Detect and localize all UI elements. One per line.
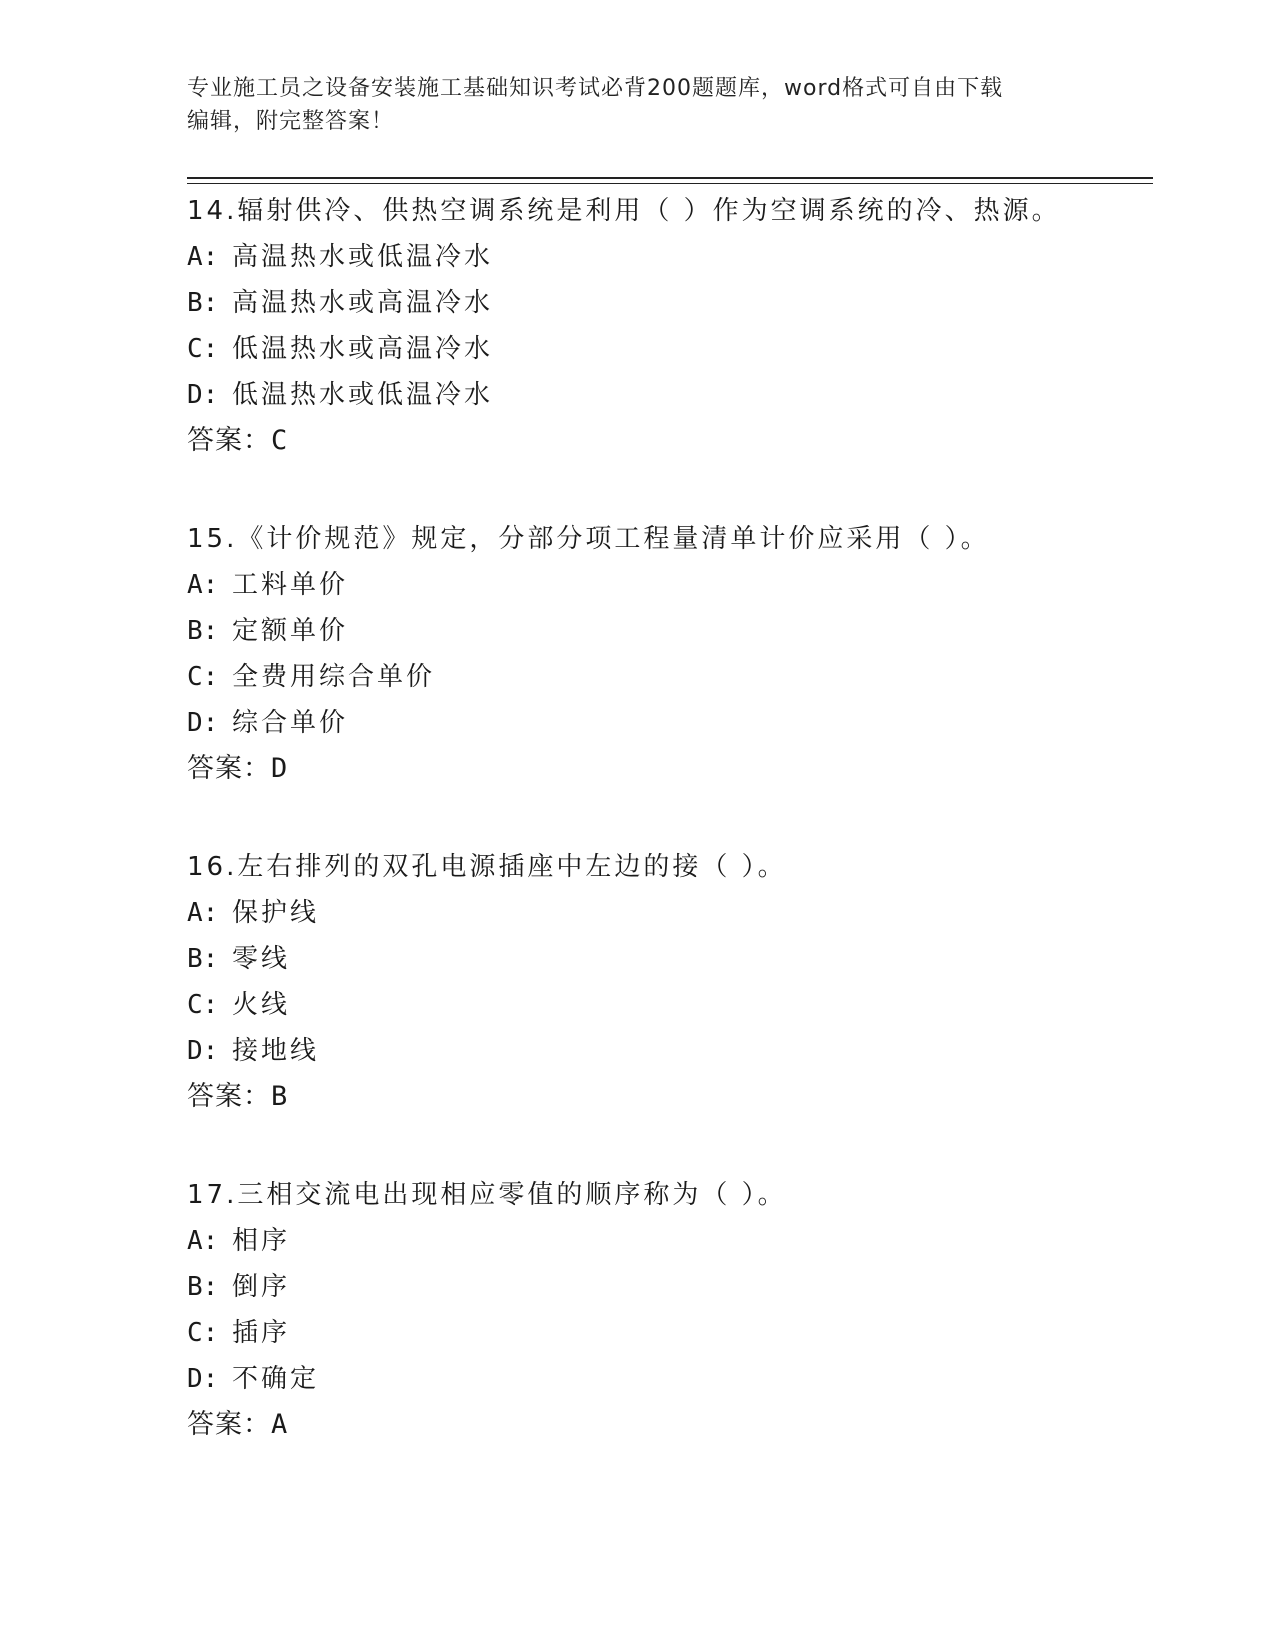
option-letter: D: <box>187 708 219 738</box>
option-letter: B: <box>187 288 219 318</box>
option-b <box>187 608 1153 654</box>
option-text: 综合单价 <box>232 708 349 738</box>
option-letter: B: <box>187 616 219 646</box>
question-list <box>187 188 1153 1500</box>
option-a <box>187 234 1153 280</box>
answer-label: 答案： <box>187 1081 271 1112</box>
option-text: 零线 <box>232 944 291 974</box>
answer-value: B <box>271 1081 289 1112</box>
option-a <box>187 562 1153 608</box>
answer-value: A <box>271 1409 289 1440</box>
answer-label: 答案： <box>187 1409 271 1440</box>
option-letter: A: <box>187 1226 219 1256</box>
question-text: 16.左右排列的双孔电源插座中左边的接（ ）。 <box>187 852 787 882</box>
option-text: 低温热水或低温冷水 <box>232 380 494 410</box>
option-text: 插序 <box>232 1318 291 1348</box>
document-header <box>187 72 1067 138</box>
question-17 <box>187 1172 1153 1448</box>
answer-value: C <box>271 425 289 456</box>
header-line-2: 编辑，附完整答案！ <box>187 109 395 134</box>
option-letter: B: <box>187 944 219 974</box>
option-text: 火线 <box>232 990 291 1020</box>
answer-line <box>187 1402 1153 1448</box>
option-b <box>187 280 1153 326</box>
option-letter: C: <box>187 334 219 364</box>
answer-label: 答案： <box>187 425 271 456</box>
option-letter: C: <box>187 990 219 1020</box>
answer-line <box>187 746 1153 792</box>
option-letter: D: <box>187 1036 219 1066</box>
option-b <box>187 1264 1153 1310</box>
option-a <box>187 890 1153 936</box>
option-c <box>187 1310 1153 1356</box>
option-text: 接地线 <box>232 1036 320 1066</box>
option-text: 低温热水或高温冷水 <box>232 334 494 364</box>
option-text: 相序 <box>232 1226 291 1256</box>
option-c <box>187 654 1153 700</box>
option-letter: C: <box>187 1318 219 1348</box>
option-d <box>187 1356 1153 1402</box>
option-letter: D: <box>187 380 219 410</box>
option-text: 不确定 <box>232 1364 320 1394</box>
option-d <box>187 1028 1153 1074</box>
option-d <box>187 372 1153 418</box>
option-letter: A: <box>187 570 219 600</box>
option-text: 高温热水或高温冷水 <box>232 288 494 318</box>
option-letter: A: <box>187 242 219 272</box>
option-a <box>187 1218 1153 1264</box>
option-d <box>187 700 1153 746</box>
question-16 <box>187 844 1153 1120</box>
header-divider-thin <box>187 183 1153 184</box>
option-b <box>187 936 1153 982</box>
header-line-1: 专业施工员之设备安装施工基础知识考试必背200题题库，word格式可自由下载 <box>187 76 1004 101</box>
question-14 <box>187 188 1153 464</box>
question-text: 17.三相交流电出现相应零值的顺序称为（ ）。 <box>187 1180 787 1210</box>
option-text: 全费用综合单价 <box>232 662 436 692</box>
question-text: 14.辐射供冷、供热空调系统是利用（ ）作为空调系统的冷、热源。 <box>187 196 1061 226</box>
option-c <box>187 982 1153 1028</box>
question-text: 15.《计价规范》规定，分部分项工程量清单计价应采用（ ）。 <box>187 524 990 554</box>
option-letter: B: <box>187 1272 219 1302</box>
answer-value: D <box>271 753 289 784</box>
option-letter: C: <box>187 662 219 692</box>
answer-line <box>187 1074 1153 1120</box>
option-c <box>187 326 1153 372</box>
answer-line <box>187 418 1153 464</box>
option-text: 高温热水或低温冷水 <box>232 242 494 272</box>
option-text: 定额单价 <box>232 616 349 646</box>
option-text: 倒序 <box>232 1272 291 1302</box>
option-letter: A: <box>187 898 219 928</box>
header-divider-thick <box>187 177 1153 179</box>
option-letter: D: <box>187 1364 219 1394</box>
question-15 <box>187 516 1153 792</box>
option-text: 工料单价 <box>232 570 349 600</box>
answer-label: 答案： <box>187 753 271 784</box>
option-text: 保护线 <box>232 898 320 928</box>
